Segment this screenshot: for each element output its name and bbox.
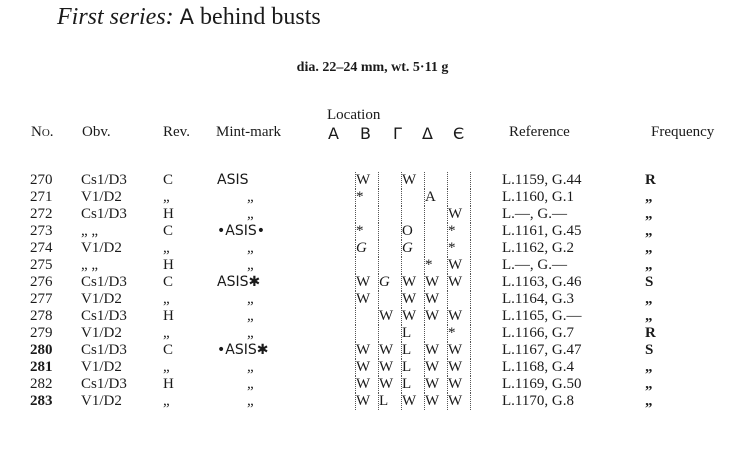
reverse-die: „ [163, 189, 170, 205]
location-delta: A [425, 189, 448, 206]
spacer [471, 342, 503, 359]
title-prefix: First series: [57, 4, 174, 30]
table-row [30, 206, 705, 223]
location-a: W [356, 291, 379, 308]
mint-mark: „ [247, 291, 254, 307]
obverse-die: Cs1/D3 [81, 342, 127, 358]
reverse-die: H [163, 206, 174, 222]
location-delta: W [425, 376, 448, 393]
table-row [30, 359, 705, 376]
frequency: „ [645, 189, 653, 205]
obverse-die: Cs1/D3 [81, 172, 127, 188]
obverse-die: V1/D2 [81, 393, 122, 409]
location-gamma [402, 189, 425, 206]
reverse-die: H [163, 376, 174, 392]
spacer [471, 291, 503, 308]
reverse-die: C [163, 172, 174, 188]
header-obv: Obv. [82, 124, 111, 140]
location-delta: W [425, 359, 448, 376]
location-epsilon: W [448, 359, 471, 376]
mint-mark: „ [247, 393, 254, 409]
spacer [471, 359, 503, 376]
subtitle: dia. 22–24 mm, wt. 5·11 g [296, 60, 449, 75]
row-number: 273 [30, 223, 53, 239]
location-epsilon: * [448, 223, 471, 240]
location-epsilon: W [448, 274, 471, 291]
location-epsilon: W [448, 308, 471, 325]
frequency: „ [645, 376, 653, 392]
spacer [471, 308, 503, 325]
location-delta [425, 206, 448, 223]
row-number: 270 [30, 172, 53, 188]
header-rev: Rev. [163, 124, 190, 140]
frequency: R [645, 325, 656, 341]
location-epsilon: W [448, 393, 471, 410]
obverse-die: V1/D2 [81, 359, 122, 375]
obverse-die: „ „ [81, 257, 99, 273]
location-gamma [402, 206, 425, 223]
obverse-die: „ „ [81, 223, 99, 239]
spacer [471, 206, 503, 223]
location-gamma: O [402, 223, 425, 240]
mint-mark: „ [247, 257, 254, 273]
header-loc-delta: Δ [422, 124, 433, 143]
reverse-die: H [163, 308, 174, 324]
location-gamma: L [402, 325, 425, 342]
location-gamma [402, 257, 425, 274]
location-epsilon [448, 291, 471, 308]
obverse-die: V1/D2 [81, 291, 122, 307]
reverse-die: „ [163, 240, 170, 256]
location-epsilon: W [448, 257, 471, 274]
location-a: * [356, 223, 379, 240]
obverse-die: V1/D2 [81, 189, 122, 205]
obverse-die: V1/D2 [81, 240, 122, 256]
location-b [379, 172, 402, 189]
row-number: 279 [30, 325, 53, 341]
frequency: „ [645, 393, 653, 409]
header-loc-b: B [360, 124, 371, 143]
reference: L.1162, G.2 [502, 240, 574, 256]
title-letter: A [179, 5, 195, 29]
reference: L.1168, G.4 [502, 359, 574, 375]
table-row [30, 257, 705, 274]
location-epsilon: W [448, 342, 471, 359]
location-b [379, 257, 402, 274]
obverse-die: Cs1/D3 [81, 376, 127, 392]
header-mint-mark: Mint-mark [216, 124, 281, 140]
mint-mark: „ [247, 308, 254, 324]
location-gamma: W [402, 274, 425, 291]
location-a: W [356, 359, 379, 376]
frequency: S [645, 274, 654, 290]
spacer [471, 393, 503, 410]
location-delta [425, 223, 448, 240]
mint-mark: „ [247, 206, 254, 222]
spacer [471, 189, 503, 206]
location-b [379, 206, 402, 223]
location-b [379, 325, 402, 342]
location-b: W [379, 376, 402, 393]
location-b: W [379, 359, 402, 376]
frequency: „ [645, 240, 653, 256]
table-row [30, 172, 705, 189]
location-gamma: G [402, 240, 425, 257]
location-gamma: W [402, 172, 425, 189]
location-a [356, 308, 379, 325]
location-a: W [356, 172, 379, 189]
frequency: „ [645, 223, 653, 239]
spacer [471, 240, 503, 257]
mint-mark: „ [247, 376, 254, 392]
spacer [471, 376, 503, 393]
location-epsilon: W [448, 376, 471, 393]
row-number: 275 [30, 257, 53, 273]
header-reference: Reference [509, 124, 570, 140]
header-loc-gamma: Γ [393, 124, 402, 143]
obverse-die: V1/D2 [81, 325, 122, 341]
location-delta [425, 325, 448, 342]
table-row [30, 291, 705, 308]
location-gamma: W [402, 308, 425, 325]
reverse-die: „ [163, 291, 170, 307]
location-a: G [356, 240, 379, 257]
frequency: S [645, 342, 654, 358]
table-row [30, 393, 705, 410]
location-delta: W [425, 274, 448, 291]
reference: L.1163, G.46 [502, 274, 582, 290]
spacer [471, 257, 503, 274]
header-loc-a: A [328, 124, 339, 143]
row-number: 271 [30, 189, 53, 205]
reference: L.1161, G.45 [502, 223, 582, 239]
reference: L.1159, G.44 [502, 172, 582, 188]
row-number: 283 [30, 393, 53, 409]
title-rest: behind busts [200, 4, 321, 30]
row-number: 281 [30, 359, 53, 375]
obverse-die: Cs1/D3 [81, 308, 127, 324]
location-a: W [356, 376, 379, 393]
location-epsilon: * [448, 240, 471, 257]
table-row [30, 274, 705, 291]
location-a [356, 257, 379, 274]
location-a [356, 325, 379, 342]
row-number: 276 [30, 274, 53, 290]
obverse-die: Cs1/D3 [81, 274, 127, 290]
spacer [471, 223, 503, 240]
reverse-die: C [163, 342, 174, 358]
location-delta: W [425, 393, 448, 410]
mint-mark: „ [247, 240, 254, 256]
mint-mark: „ [247, 189, 254, 205]
reference: L.1165, G.— [502, 308, 582, 324]
frequency: „ [645, 206, 653, 222]
location-delta [425, 172, 448, 189]
reference: L.1167, G.47 [502, 342, 582, 358]
mint-mark: ASIS✱ [217, 274, 261, 290]
header-no: No. [31, 124, 54, 140]
location-delta: W [425, 291, 448, 308]
table-row [30, 223, 705, 240]
reverse-die: C [163, 223, 174, 239]
reverse-die: H [163, 257, 174, 273]
row-number: 274 [30, 240, 53, 256]
table-row [30, 189, 705, 206]
location-a: * [356, 189, 379, 206]
mint-mark: „ [247, 359, 254, 375]
location-epsilon: * [448, 325, 471, 342]
location-gamma: L [402, 342, 425, 359]
reference: L.1160, G.1 [502, 189, 574, 205]
mint-mark: „ [247, 325, 254, 341]
location-b: W [379, 342, 402, 359]
page-title [57, 4, 321, 31]
table-row [30, 308, 705, 325]
location-b [379, 240, 402, 257]
frequency: „ [645, 257, 653, 273]
location-a: W [356, 342, 379, 359]
reference: L.1164, G.3 [502, 291, 574, 307]
frequency: „ [645, 359, 653, 375]
location-label: Location [327, 107, 381, 123]
location-b: W [379, 308, 402, 325]
location-gamma: W [402, 393, 425, 410]
location-b [379, 223, 402, 240]
location-gamma: L [402, 359, 425, 376]
reference: L.1170, G.8 [502, 393, 574, 409]
frequency: „ [645, 291, 653, 307]
location-epsilon: W [448, 206, 471, 223]
frequency: R [645, 172, 656, 188]
table-row [30, 240, 705, 257]
header-loc-epsilon: Є [453, 124, 465, 143]
reference: L.—, G.— [502, 206, 567, 222]
coin-table [30, 172, 705, 410]
location-gamma: L [402, 376, 425, 393]
row-number: 278 [30, 308, 53, 324]
reference: L.—, G.— [502, 257, 567, 273]
spacer [471, 325, 503, 342]
row-number: 282 [30, 376, 53, 392]
location-epsilon [448, 189, 471, 206]
location-a [356, 206, 379, 223]
reverse-die: „ [163, 393, 170, 409]
location-delta: W [425, 342, 448, 359]
location-b: G [379, 274, 402, 291]
frequency: „ [645, 308, 653, 324]
location-epsilon [448, 172, 471, 189]
reverse-die: „ [163, 325, 170, 341]
reverse-die: „ [163, 359, 170, 375]
mint-mark: •ASIS• [217, 223, 265, 239]
location-gamma: W [402, 291, 425, 308]
location-b: L [379, 393, 402, 410]
location-b [379, 291, 402, 308]
row-number: 272 [30, 206, 53, 222]
mint-mark: •ASIS✱ [217, 342, 269, 358]
spacer [471, 172, 503, 189]
table-row [30, 325, 705, 342]
location-a: W [356, 274, 379, 291]
reference: L.1166, G.7 [502, 325, 574, 341]
spacer [471, 274, 503, 291]
row-number: 277 [30, 291, 53, 307]
table-row [30, 342, 705, 359]
location-delta: W [425, 308, 448, 325]
reference: L.1169, G.50 [502, 376, 582, 392]
location-delta: * [425, 257, 448, 274]
mint-mark: ASIS [217, 172, 249, 188]
location-delta [425, 240, 448, 257]
table-row [30, 376, 705, 393]
location-a: W [356, 393, 379, 410]
location-b [379, 189, 402, 206]
obverse-die: Cs1/D3 [81, 206, 127, 222]
header-frequency: Frequency [651, 124, 715, 140]
row-number: 280 [30, 342, 53, 358]
reverse-die: C [163, 274, 174, 290]
